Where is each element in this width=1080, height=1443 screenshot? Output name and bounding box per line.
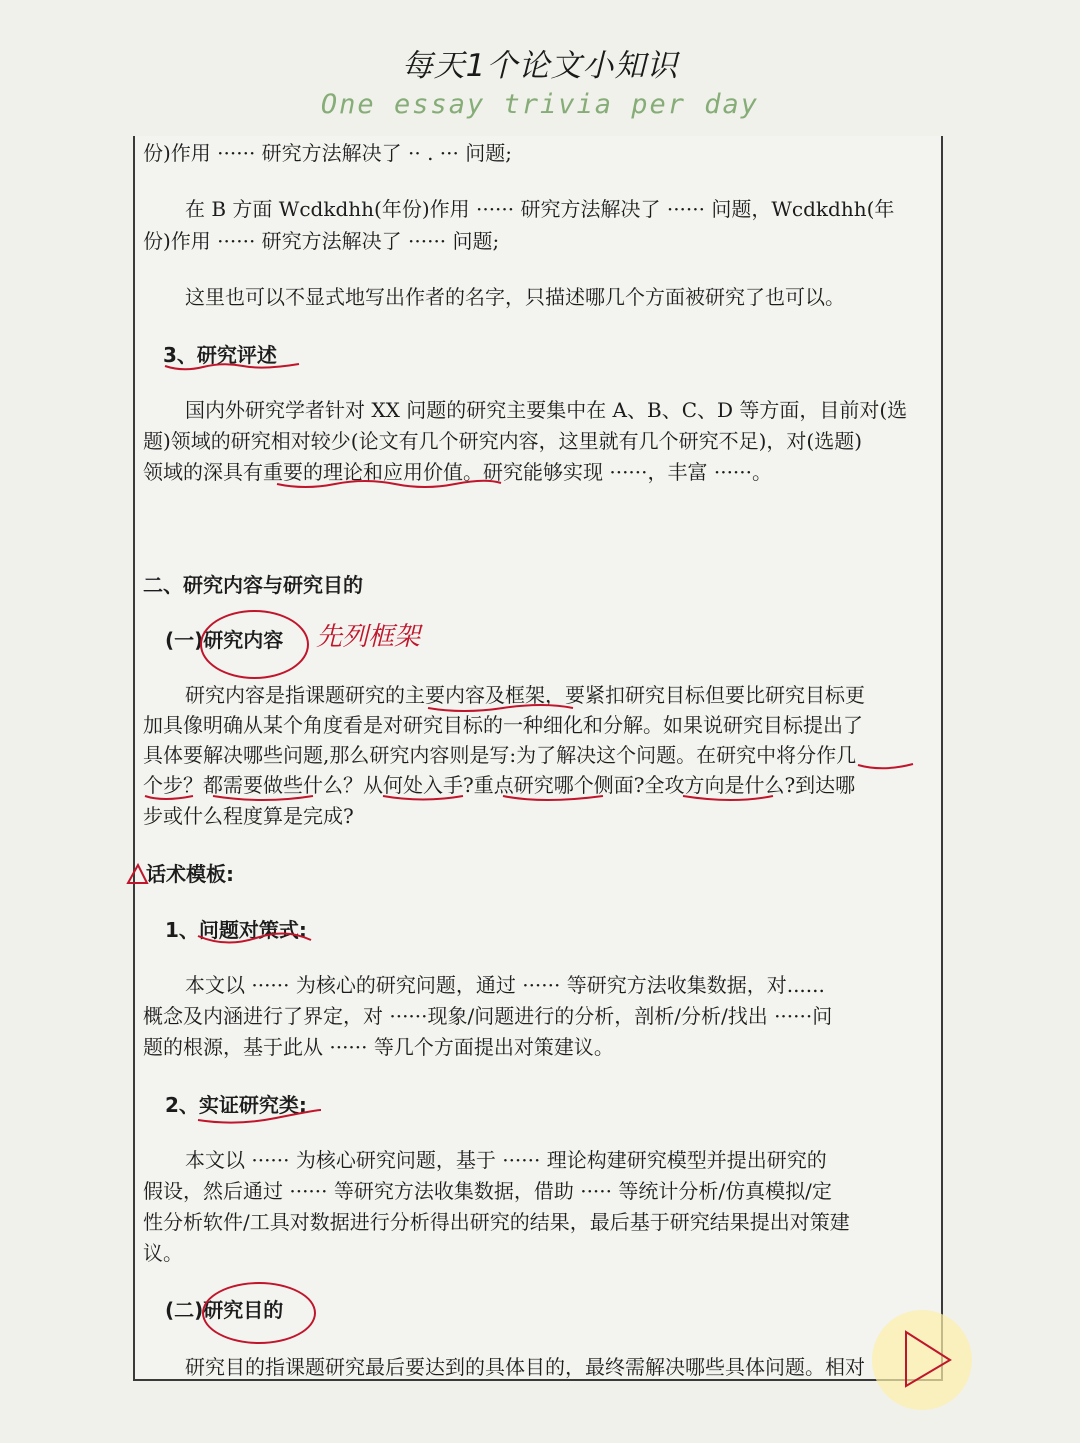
text-line: 份)作用 ······ 研究方法解决了 ······ 问题; [143,229,500,253]
text-line: 本文以 ······ 为核心的研究问题，通过 ······ 等研究方法收集数据，对...... [185,973,825,997]
text-line: 研究目的指课题研究最后要达到的具体目的，最终需解决哪些具体问题。相对 [185,1355,865,1379]
text-line: 本文以 ······ 为核心研究问题，基于 ······ 理论构建研究模型并提出研究的 [185,1148,827,1172]
text-line: 性分析软件/工具对数据进行分析得出研究的结果，最后基于研究结果提出对策建 [143,1210,850,1234]
text-line: 个步？都需要做些什么？从何处入手?重点研究哪个侧面?全攻方向是什么?到达哪 [143,773,856,797]
text-line: 步或什么程度算是完成? [143,804,354,828]
section-heading-content-goals: 二、研究内容与研究目的 [143,573,363,597]
template-heading: 话术模板: [146,862,234,886]
text-line: 题)领域的研究相对较少(论文有几个研究内容，这里就有几个研究不足)，对(选题) [143,429,863,453]
next-page-button[interactable] [872,1310,972,1410]
underline-mark [163,358,303,372]
text-line: 题的根源，基于此从 ······ 等几个方面提出对策建议。 [143,1035,614,1059]
title-cn: 每天1个论文小知识 [401,48,679,84]
circle-mark [202,1282,316,1344]
subheading-goals: (二)研究目的 [165,1298,284,1322]
text-line: 在 B 方面 Wcdkdhh(年份)作用 ······ 研究方法解决了 ······ 问题，Wcdkdhh(年 [185,197,895,221]
text-line: 具体要解决哪些问题,那么研究内容则是写:为了解决这个问题。在研究中将分作几 [143,743,857,767]
underline-mark [196,1104,326,1126]
subheading-content: (一)研究内容 [165,628,284,652]
text-line: 加具像明确从某个角度看是对研究目标的一种细化和分解。如果说研究目标提出了 [143,713,863,737]
text-line: 假设，然后通过 ······ 等研究方法收集数据，借助 ····· 等统计分析/仿真模拟/定 [143,1179,832,1203]
text-line: 领域的深具有重要的理论和应用价值。研究能够实现 ······，丰富 ······。 [143,460,773,484]
text-line: 国内外研究学者针对 XX 问题的研究主要集中在 A、B、C、D 等方面，目前对(选 [185,398,908,422]
text-line: 份)作用 ······ 研究方法解决了 ·· . ··· 问题; [143,141,512,165]
play-arrow-icon [872,1310,972,1410]
underline-mark [275,478,505,490]
template-item-2: 2、实证研究类: [165,1093,307,1117]
text-line: 概念及内涵进行了界定，对 ······现象/问题进行的分析，剖析/分析/找出 ······问 [143,1004,833,1028]
template-item-1: 1、问题对策式: [165,918,307,942]
underline-mark [196,930,316,948]
text-line: 议。 [143,1241,183,1265]
text-line: 这里也可以不显式地写出作者的名字，只描述哪几个方面被研究了也可以。 [185,285,845,309]
handwritten-note: 先列框架 [316,622,421,652]
text-line: 研究内容是指课题研究的主要内容及框架，要紧扣研究目标但要比研究目标更 [185,683,865,707]
section-heading-review: 3、研究评述 [163,343,277,367]
underline-marks [143,700,933,810]
circle-mark [200,610,309,679]
page-header [0,40,1080,120]
title-en: One essay trivia per day [320,89,760,120]
